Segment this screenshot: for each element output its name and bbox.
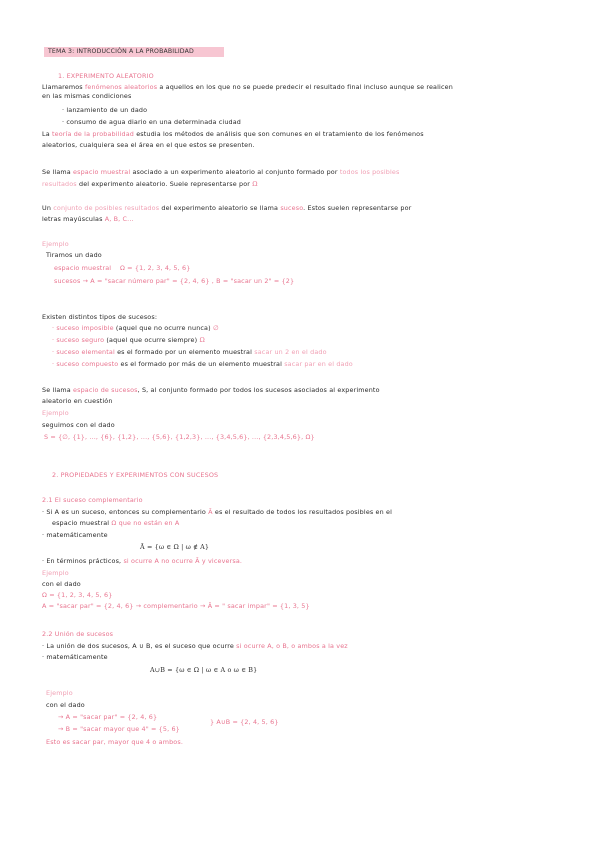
text: . Estos suelen representarse por bbox=[303, 204, 412, 212]
para-3-line-2 bbox=[42, 180, 258, 189]
highlight-term: todos los posibles bbox=[339, 168, 400, 176]
text: · Si A es un suceso, entonces su complementario bbox=[42, 508, 206, 516]
complement-line-1 bbox=[42, 508, 392, 517]
type-impossible bbox=[52, 324, 219, 333]
bullet-dice: · lanzamiento de un dado bbox=[62, 106, 148, 114]
complement-formula: Ā = {ω ∈ Ω | ω ∉ A} bbox=[140, 543, 210, 551]
union-formula: A∪B = {ω ∈ Ω | ω ∈ A o ω ∈ B} bbox=[150, 666, 258, 674]
types-intro: Existen distintos tipos de sucesos: bbox=[42, 313, 158, 321]
example-1-line-1: Tiramos un dado bbox=[46, 251, 102, 259]
complement-symbol: Ā bbox=[208, 508, 213, 516]
highlight-term: · suceso elemental bbox=[52, 348, 115, 356]
text: (aquel que ocurre siempre) bbox=[106, 336, 198, 344]
example-4-line-2: → A = "sacar par" = {2, 4, 6} bbox=[58, 713, 158, 721]
text: a aquellos en los que no se puede predecir el resultado final incluso aunque se realicen bbox=[159, 83, 453, 91]
type-compound bbox=[52, 360, 353, 369]
subsection-2-2-heading: 2.2 Unión de sucesos bbox=[42, 630, 114, 638]
para-3-line-1 bbox=[42, 168, 399, 177]
text: estudia los métodos de análisis que son comunes en el tratamiento de los fenómenos bbox=[136, 130, 424, 138]
example-3-line-2: Ω = {1, 2, 3, 4, 5, 6} bbox=[42, 591, 113, 599]
page-title: TEMA 3: INTRODUCCIÓN A LA PROBABILIDAD bbox=[48, 48, 194, 55]
example-note: sacar par en el dado bbox=[284, 360, 353, 368]
example-1-line-3: sucesos → A = "sacar número par" = {2, 4, 6} , B = "sacar un 2" = {2} bbox=[54, 277, 295, 285]
omega-symbol: Ω bbox=[252, 180, 258, 188]
para-1-line-2: en las mismas condiciones bbox=[42, 92, 132, 100]
example-note: sacar un 2 en el dado bbox=[254, 348, 327, 356]
highlight-term: teoría de la probabilidad bbox=[51, 130, 134, 138]
para-4-line-2 bbox=[42, 215, 134, 224]
highlight-term: espacio de sucesos bbox=[73, 386, 138, 394]
highlight-term: espacio muestral bbox=[54, 264, 112, 272]
type-sure bbox=[52, 336, 205, 345]
highlight-term: si ocurre A no ocurre Ā y viceversa. bbox=[123, 557, 243, 565]
example-4-label: Ejemplo bbox=[46, 689, 73, 697]
highlight-term: · suceso compuesto bbox=[52, 360, 119, 368]
highlight-term: A, B, C... bbox=[104, 215, 134, 223]
union-math-label: · matemáticamente bbox=[42, 653, 108, 661]
para-4-line-1 bbox=[42, 204, 411, 213]
para-5-line-1 bbox=[42, 386, 380, 395]
section-1-heading: 1. EXPERIMENTO ALEATORIO bbox=[58, 72, 154, 80]
example-2-label: Ejemplo bbox=[42, 409, 69, 417]
text: ocurre bbox=[212, 642, 234, 650]
complement-practical bbox=[42, 557, 242, 566]
text: es el formado por un elemento muestral bbox=[117, 348, 253, 356]
example-2-sets: S = {∅, {1}, ..., {6}, {1,2}, ..., {5,6}, {1,2,3}, ..., {3,4,5,6}, ..., {2,3,4,5,6}, Ω} bbox=[44, 433, 315, 441]
highlight-term: espacio muestral bbox=[73, 168, 131, 176]
text: Se llama bbox=[42, 386, 71, 394]
highlight-term: resultados bbox=[42, 180, 77, 188]
text: es el resultado de todos los resultados posibles en el bbox=[214, 508, 393, 516]
section-2-heading: 2. PROPIEDADES Y EXPERIMENTOS CON SUCESOS bbox=[52, 471, 219, 479]
example-4-union-result: } A∪B = {2, 4, 5, 6} bbox=[210, 718, 279, 726]
example-4-line-1: con el dado bbox=[46, 701, 85, 709]
example-3-line-3: A = "sacar par" = {2, 4, 6} → complementario → Ā = " sacar impar" = {1, 3, 5} bbox=[42, 602, 310, 610]
example-4-line-3: → B = "sacar mayor que 4" = {5, 6} bbox=[58, 725, 180, 733]
empty-set-symbol: ∅ bbox=[212, 324, 219, 332]
formula: Ω = {1, 2, 3, 4, 5, 6} bbox=[119, 264, 191, 272]
text: La bbox=[42, 130, 50, 138]
example-1-line-2 bbox=[54, 264, 190, 273]
text: letras mayúsculas bbox=[42, 215, 103, 223]
text: Llamaremos bbox=[42, 83, 83, 91]
highlight-term: · suceso seguro bbox=[52, 336, 105, 344]
union-line-1 bbox=[42, 642, 348, 651]
example-4-conclusion: Esto es sacar par, mayor que 4 o ambos. bbox=[46, 738, 184, 746]
omega-symbol: Ω bbox=[199, 336, 205, 344]
text: espacio muestral bbox=[52, 519, 110, 527]
highlight-term: · suceso imposible bbox=[52, 324, 114, 332]
text: Se llama bbox=[42, 168, 71, 176]
para-5-line-2: aleatorio en cuestión bbox=[42, 397, 113, 405]
type-elemental bbox=[52, 348, 327, 357]
highlight-term: fenómenos aleatorios bbox=[84, 83, 158, 91]
example-3-line-1: con el dado bbox=[42, 580, 81, 588]
text: del experimento aleatorio se llama bbox=[161, 204, 279, 212]
example-3-label: Ejemplo bbox=[42, 569, 69, 577]
example-1-label: Ejemplo bbox=[42, 240, 69, 248]
text: , S, al conjunto formado por todos los sucesos asociados al experimento bbox=[137, 386, 380, 394]
highlight-term: conjunto de posibles resultados bbox=[53, 204, 160, 212]
para-2-line-2: aleatorios, cualquiera sea el área en el que estos se presenten. bbox=[42, 141, 255, 149]
para-1-line-1 bbox=[42, 83, 453, 92]
text: del experimento aleatorio. Suele representarse por bbox=[78, 180, 251, 188]
highlight-term: si ocurre A, o B, o ambos a la vez bbox=[236, 642, 348, 650]
complement-line-2 bbox=[52, 519, 179, 528]
bullet-water: · consumo de agua diario en una determinada ciudad bbox=[62, 118, 242, 126]
highlight-term: suceso bbox=[280, 204, 304, 212]
text: · En términos prácticos, bbox=[42, 557, 122, 565]
para-2-line-1 bbox=[42, 130, 424, 139]
text: Un bbox=[42, 204, 52, 212]
text: · La unión de dos sucesos, A ∪ B, es el suceso que bbox=[42, 642, 211, 650]
text: es el formado por más de un elemento muestral bbox=[120, 360, 283, 368]
complement-math-label: · matemáticamente bbox=[42, 531, 108, 539]
subsection-2-1-heading: 2.1 El suceso complementario bbox=[42, 496, 143, 504]
highlight-term: Ω que no están en A bbox=[111, 519, 180, 527]
example-2-line-1: seguimos con el dado bbox=[42, 421, 115, 429]
text: asociado a un experimento aleatorio al conjunto formado por bbox=[132, 168, 338, 176]
text: (aquel que no ocurre nunca) bbox=[115, 324, 211, 332]
